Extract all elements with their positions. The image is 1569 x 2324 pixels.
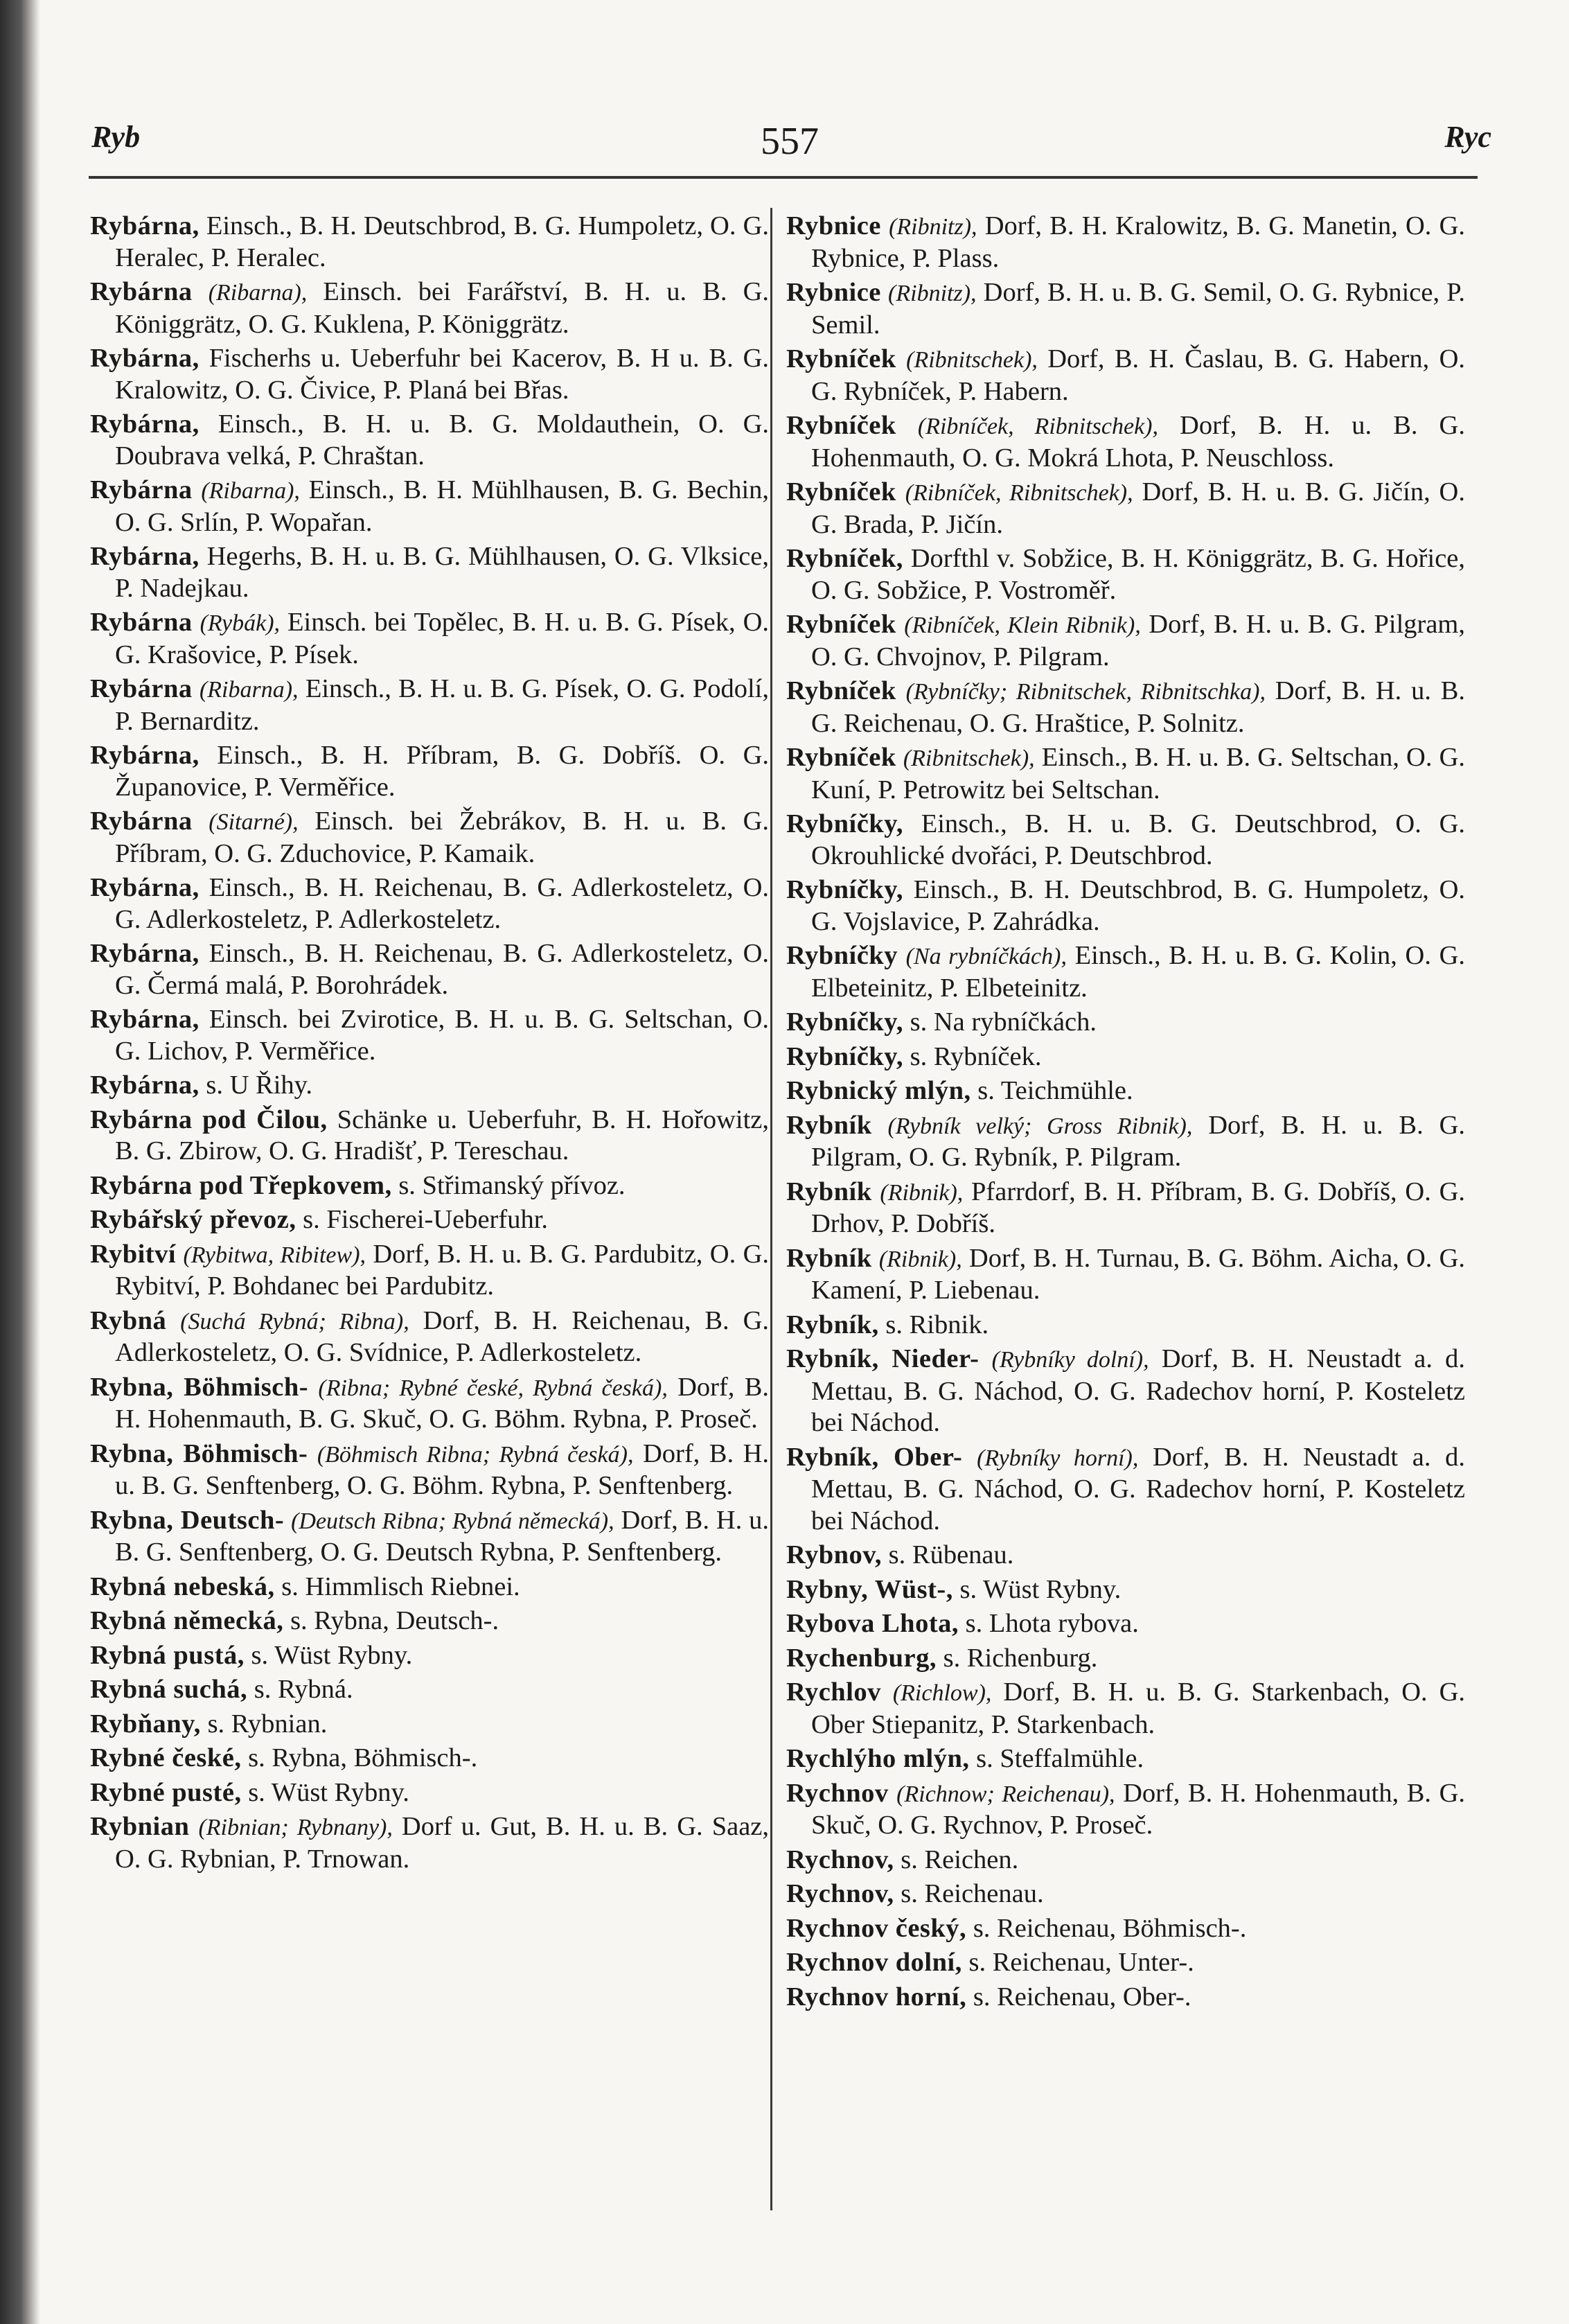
gazetteer-entry (786, 277, 1465, 341)
page-number: 557 (761, 120, 819, 163)
gazetteer-entry (90, 1305, 769, 1369)
entry-description: Einsch., B. H. Příbram, B. G. Dobříš. O. G. Županovice, P. Verměřice. (115, 741, 769, 802)
entry-description: s. Střimanský přívoz. (391, 1170, 626, 1200)
entry-description: Einsch. bei Žebrákov, B. H. u. B. G. Příbram, O. G. Zduchovice, P. Kamaik. (115, 807, 769, 868)
gazetteer-entry (786, 742, 1465, 806)
entry-variant-names: (Ribarna), (201, 478, 300, 504)
entry-variant-names: (Ribarna), (208, 280, 308, 306)
entry-headword: Rychnov horní, (786, 1982, 967, 2012)
entry-headword: Rybárna pod Třepkovem, (90, 1170, 392, 1200)
entry-description: Dorf, B. H. u. B. G. Jičín, O. G. Brada, P. Jičín. (811, 477, 1465, 539)
entry-description: Dorf u. Gut, B. H. u. B. G. Saaz, O. G. Rybnian, P. Trnowan. (115, 1812, 769, 1874)
entry-headword: Rybníčky, (786, 875, 903, 904)
entry-variant-names: (Ribníček, Ribnitschek), (917, 414, 1158, 439)
entry-description: Einsch., B. H. u. B. G. Kolin, O. G. Elbeteinitz, P. Elbeteinitz. (811, 941, 1465, 1003)
gazetteer-entry (786, 1574, 1465, 1606)
gazetteer-entry (786, 1878, 1465, 1910)
gazetteer-entry (786, 1608, 1465, 1640)
gazetteer-entry (90, 1572, 769, 1603)
entry-description: s. Ribnik. (878, 1310, 989, 1339)
entry-description: Dorf, B. H. Reichenau, B. G. Adlerkosteletz, O. G. Svídnice, P. Adlerkosteletz. (115, 1305, 770, 1367)
entry-description: s. Wüst Rybny. (952, 1574, 1122, 1604)
entry-description: s. Reichenau, Ober-. (966, 1982, 1191, 2012)
entry-description: s. Lhota rybova. (959, 1609, 1139, 1638)
entry-headword: Rybník, (786, 1310, 879, 1339)
gazetteer-entry (786, 477, 1465, 540)
entry-variant-names: (Böhmisch Ribna; Rybná česká), (317, 1441, 634, 1468)
entry-headword: Rybníček (786, 743, 896, 772)
gazetteer-entry (786, 1344, 1465, 1439)
entry-headword: Rybny, Wüst-, (786, 1574, 953, 1604)
entry-headword: Rybná pustá, (90, 1640, 245, 1670)
entry-headword: Rybárna (90, 475, 193, 504)
gazetteer-entry (90, 1438, 769, 1502)
entry-headword: Rybná nebeská, (90, 1572, 275, 1601)
entry-headword: Rybnický mlýn, (786, 1076, 971, 1105)
entry-description: Einsch., B. H. Mühlhausen, B. G. Bechin, O. G. Srlín, P. Wopařan. (115, 475, 770, 537)
entry-headword: Rybárna, (90, 211, 200, 240)
entry-variant-names: (Deutsch Ribna; Rybná německá), (291, 1508, 614, 1534)
entry-description: s. Reichenau, Böhmisch-. (966, 1913, 1247, 1943)
entry-headword: Rybná německá, (90, 1606, 284, 1635)
gazetteer-entry (786, 410, 1465, 474)
entry-description: s. Rybná. (247, 1675, 353, 1704)
entry-description: s. Teichmühle. (970, 1076, 1133, 1105)
entry-headword: Rybníčky, (786, 809, 903, 838)
entry-description: Pfarrdorf, B. H. Příbram, B. G. Dobříš, O. G. Drhov, P. Dobříš. (811, 1177, 1466, 1238)
gazetteer-entry (786, 1442, 1465, 1538)
gazetteer-entry (90, 806, 769, 870)
entry-headword: Rybník, Nieder- (786, 1344, 979, 1373)
gazetteer-entry (90, 1372, 769, 1436)
entry-headword: Rybárna, (90, 410, 200, 439)
gazetteer-entry (90, 1104, 769, 1168)
entry-headword: Rybná (90, 1305, 167, 1335)
gazetteer-entry (786, 1310, 1465, 1341)
entry-headword: Rychlýho mlýn, (786, 1744, 970, 1773)
entry-description: Dorf, B. H. u. B. G. Senftenberg, O. G. Deutsch Rybna, P. Senftenberg. (115, 1505, 769, 1567)
gazetteer-entry (90, 1640, 769, 1672)
entry-headword: Rybna, Böhmisch- (90, 1372, 309, 1402)
gazetteer-entry (786, 344, 1465, 407)
entry-headword: Rychnov, (786, 1879, 894, 1908)
entry-headword: Rybna, Böhmisch- (90, 1438, 308, 1468)
gazetteer-entry (90, 1777, 769, 1809)
entry-description: Dorf, B. H. u. B. G. Pilgram, O. G. Rybník, P. Pilgram. (811, 1110, 1465, 1172)
gazetteer-entry (90, 1709, 769, 1741)
gazetteer-entry (90, 938, 769, 1001)
entry-variant-names: (Ribnik), (880, 1179, 964, 1206)
entry-headword: Rybárna, (90, 542, 200, 571)
entry-variant-names: (Ribarna), (199, 677, 299, 703)
entry-variant-names: (Rybitwa, Ribitew), (183, 1242, 366, 1268)
entry-variant-names: (Rybníky dolní), (991, 1347, 1149, 1373)
entry-headword: Rybárna, (90, 1005, 200, 1034)
gazetteer-entry (786, 1947, 1465, 1979)
entry-headword: Rybárna, (90, 873, 200, 902)
entry-headword: Rychnov český, (786, 1913, 967, 1943)
entry-variant-names: (Ribnitz), (888, 281, 977, 306)
entry-headword: Rybárna, (90, 939, 200, 968)
scan-edge (0, 0, 40, 2324)
gazetteer-entry (786, 1643, 1465, 1675)
entry-description: s. Reichen. (894, 1845, 1019, 1874)
entry-description: Dorf, B. H. u. B. G. Reichenau, O. G. Hraštice, P. Solnitz. (811, 676, 1466, 738)
gazetteer-entry (786, 676, 1465, 739)
gazetteer-entry (90, 740, 769, 803)
entry-description: Dorf, B. H. Kralowitz, B. G. Manetin, O. G. Rybnice, P. Plass. (811, 211, 1466, 273)
gazetteer-entry (786, 1041, 1465, 1073)
entry-description: Dorfthl v. Sobžice, B. H. Königgrätz, B. G. Hořice, O. G. Sobžice, P. Vostroměř. (811, 544, 1465, 605)
entry-headword: Rychnov, (786, 1845, 894, 1874)
entry-variant-names: (Na rybníčkách), (905, 944, 1067, 969)
gazetteer-entry (90, 1170, 769, 1202)
gazetteer-entry (90, 1239, 769, 1303)
header-rule (89, 176, 1478, 179)
column-divider (770, 208, 772, 2210)
entry-headword: Rybníček (786, 610, 896, 639)
left-column (90, 211, 769, 1878)
entry-description: Schänke u. Ueberfuhr, B. H. Hořowitz, B. G. Zbirow, O. G. Hradišť, P. Tereschau. (115, 1104, 770, 1165)
gazetteer-entry (786, 809, 1465, 872)
entry-headword: Rybárna, (90, 1071, 200, 1100)
entry-headword: Rybitví (90, 1239, 177, 1269)
entry-headword: Rybníček (786, 477, 896, 507)
entry-headword: Rybárna, (90, 741, 200, 770)
gazetteer-entry (786, 609, 1465, 673)
entry-variant-names: (Ribníček, Klein Ribnik), (904, 613, 1141, 638)
gazetteer-entry (90, 276, 769, 340)
entry-description: Dorf, B. H. u. B. G. Senftenberg, O. G. Böhm. Rybna, P. Senftenberg. (115, 1438, 769, 1500)
entry-description: Dorf, B. H. u. B. G. Pilgram, O. G. Chvojnov, P. Pilgram. (811, 610, 1466, 671)
entry-description: Dorf, B. H. Časlau, B. G. Habern, O. G. Rybníček, P. Habern. (811, 344, 1465, 406)
entry-description: Einsch., B. H. Deutschbrod, B. G. Humpoletz, O. G. Vojslavice, P. Zahrádka. (811, 875, 1465, 936)
gazetteer-entry (90, 1811, 769, 1875)
entry-description: Einsch., B. H. Reichenau, B. G. Adlerkosteletz, O. G. Adlerkosteletz, P. Adlerkosteletz. (115, 873, 769, 934)
gazetteer-entry (90, 541, 769, 604)
entry-description: Dorf, B. H. u. B. G. Pardubitz, O. G. Rybitví, P. Bohdanec bei Pardubitz. (115, 1239, 769, 1301)
entry-description: s. U Řihy. (199, 1071, 313, 1100)
entry-description: s. Himmlisch Riebnei. (274, 1572, 520, 1601)
entry-headword: Rybnice (786, 278, 881, 307)
entry-headword: Rybníčky, (786, 1007, 903, 1037)
entry-description: s. Wüst Rybny. (241, 1777, 409, 1807)
gazetteer-entry (786, 1743, 1465, 1775)
gazetteer-entry (786, 874, 1465, 937)
gazetteer-entry (786, 543, 1465, 606)
entry-headword: Rybárna (90, 277, 193, 306)
entry-description: s. Rybna, Böhmisch-. (241, 1743, 478, 1772)
gazetteer-entry (90, 1505, 769, 1569)
entry-description: Einsch., B. H. u. B. G. Moldauthein, O. G. Doubrava velká, P. Chraštan. (115, 410, 769, 470)
entry-description: Dorf, B. H. Hohenmauth, B. G. Skuč, O. G. Rychnov, P. Proseč. (811, 1778, 1466, 1840)
gazetteer-entry (786, 1913, 1465, 1945)
gazetteer-entry (786, 211, 1465, 274)
entry-description: Dorf, B. H. Hohenmauth, B. G. Skuč, O. G. Böhm. Rybna, P. Proseč. (115, 1372, 770, 1434)
entry-description: s. Reichenau. (894, 1879, 1044, 1908)
entry-headword: Rybníček (786, 344, 896, 373)
gazetteer-entry (90, 1070, 769, 1102)
gazetteer-entry (90, 1204, 769, 1236)
gazetteer-entry (786, 1007, 1465, 1039)
gazetteer-entry (90, 409, 769, 472)
entry-headword: Rybnice (786, 211, 881, 240)
right-column (786, 211, 1465, 2016)
entry-headword: Rybníček, (786, 544, 903, 573)
entry-description: Einsch., B. H. u. B. G. Seltschan, O. G. Kuní, P. Petrowitz bei Seltschan. (811, 743, 1465, 804)
entry-description: Fischerhs u. Ueberfuhr bei Kacerov, B. H u. B. G. Kralowitz, O. G. Čivice, P. Planá bei Břas. (115, 344, 769, 405)
entry-variant-names: (Richlow), (892, 1680, 992, 1706)
entry-headword: Rybárna (90, 608, 193, 637)
entry-headword: Rybnian (90, 1812, 190, 1841)
entry-headword: Rybna, Deutsch- (90, 1505, 285, 1535)
entry-headword: Rybnov, (786, 1540, 883, 1569)
entry-headword: Rychlov (786, 1678, 881, 1707)
gazetteer-entry (90, 1605, 769, 1637)
entry-description: s. Na rybníčkách. (903, 1007, 1097, 1037)
gazetteer-entry (786, 1110, 1465, 1174)
gazetteer-entry (786, 1778, 1465, 1842)
entry-headword: Rychnov dolní, (786, 1948, 962, 1977)
entry-description: Dorf, B. H. u. B. G. Semil, O. G. Rybnice, P. Semil. (811, 278, 1465, 340)
entry-description: s. Rybníček. (903, 1041, 1042, 1071)
entry-headword: Rybářský převoz, (90, 1205, 296, 1234)
entry-description: Einsch., B. H. u. B. G. Písek, O. G. Podolí, P. Bernarditz. (115, 674, 770, 736)
entry-description: Einsch., B. H. u. B. G. Deutschbrod, O. G. Okrouhlické dvořáci, P. Deutschbrod. (811, 809, 1465, 870)
gazetteer-entry (786, 1177, 1465, 1240)
gazetteer-entry (90, 343, 769, 406)
entry-description: s. Richenburg. (937, 1643, 1098, 1673)
entry-description: Einsch. bei Topělec, B. H. u. B. G. Písek, O. G. Krašovice, P. Písek. (115, 608, 769, 669)
entry-description: s. Rübenau. (882, 1540, 1014, 1569)
entry-headword: Rychenburg, (786, 1643, 937, 1673)
running-head-right: Ryc (1444, 120, 1491, 154)
entry-description: s. Wüst Rybny. (244, 1640, 413, 1670)
entry-variant-names: (Sitarné), (209, 809, 299, 835)
gazetteer-entry (786, 1845, 1465, 1876)
entry-headword: Rybník (786, 1243, 872, 1273)
entry-variant-names: (Ribnitschek), (906, 347, 1038, 373)
entry-variant-names: (Rybník velký; Gross Ribnik), (887, 1113, 1193, 1139)
entry-headword: Rybné české, (90, 1743, 242, 1772)
gazetteer-entry (786, 1243, 1465, 1307)
entry-variant-names: (Ribnian; Rybnany), (198, 1815, 393, 1840)
entry-headword: Rybníčky (786, 941, 898, 970)
entry-variant-names: (Rybníky horní), (977, 1445, 1139, 1471)
entry-description: Einsch. bei Farářství, B. H. u. B. G. Königgrätz, O. G. Kuklena, P. Königgrätz. (115, 277, 770, 339)
gazetteer-entry (90, 1004, 769, 1067)
entry-headword: Rybárna, (90, 344, 200, 373)
running-head-left: Ryb (91, 120, 141, 154)
entry-variant-names: (Ribnitz), (889, 214, 977, 240)
gazetteer-entry (90, 607, 769, 671)
entry-description: Dorf, B. H. Neustadt a. d. Mettau, B. G. Náchod, O. G. Radechov horní, P. Kosteletz bei Náchod. (811, 1344, 1466, 1437)
gazetteer-entry (90, 475, 769, 538)
entry-description: s. Rybnian. (200, 1709, 328, 1738)
entry-description: s. Steffalmühle. (969, 1744, 1144, 1773)
entry-description: Hegerhs, B. H. u. B. G. Mühlhausen, O. G. Vlksice, P. Nadejkau. (115, 542, 769, 603)
gazetteer-entry (90, 1743, 769, 1775)
entry-description: Einsch., B. H. Deutschbrod, B. G. Humpoletz, O. G. Heralec, P. Heralec. (115, 211, 769, 272)
entry-variant-names: (Rybníčky; Ribnitschek, Ribnitschka), (905, 679, 1266, 705)
gazetteer-entry (90, 872, 769, 935)
entry-headword: Rybňany, (90, 1709, 201, 1738)
entry-description: s. Fischerei-Ueberfuhr. (296, 1205, 549, 1234)
gazetteer-entry (786, 1982, 1465, 2014)
gazetteer-entry (786, 1677, 1465, 1741)
entry-variant-names: (Rybák), (200, 610, 281, 636)
entry-description: Einsch., B. H. Reichenau, B. G. Adlerkosteletz, O. G. Čermá malá, P. Borohrádek. (115, 939, 769, 1000)
gazetteer-entry (786, 1075, 1465, 1107)
entry-description: s. Reichenau, Unter-. (961, 1948, 1194, 1977)
entry-headword: Rybárna (90, 674, 193, 703)
entry-description: Einsch. bei Zvirotice, B. H. u. B. G. Seltschan, O. G. Lichov, P. Verměřice. (115, 1005, 769, 1066)
entry-headword: Rybárna pod Čilou, (90, 1104, 328, 1134)
entry-headword: Rybník (786, 1110, 872, 1140)
gazetteer-entry (90, 211, 769, 274)
gazetteer-entry (90, 1674, 769, 1706)
entry-description: Dorf, B. H. Turnau, B. G. Böhm. Aicha, O. G. Kamení, P. Liebenau. (811, 1243, 1465, 1305)
entry-variant-names: (Ribnik), (878, 1246, 962, 1272)
entry-variant-names: (Ribnitschek), (903, 746, 1035, 771)
entry-headword: Rybník (786, 1177, 872, 1206)
entry-variant-names: (Richnow; Reichenau), (896, 1781, 1115, 1807)
entry-variant-names: (Ribna; Rybné české, Rybná česká), (318, 1375, 668, 1401)
entry-variant-names: (Suchá Rybná; Ribna), (180, 1308, 409, 1335)
gazetteer-entry (786, 1540, 1465, 1572)
entry-headword: Rybova Lhota, (786, 1609, 959, 1638)
entry-description: Dorf, B. H. u. B. G. Starkenbach, O. G. Ober Stiepanitz, P. Starkenbach. (811, 1678, 1466, 1739)
entry-headword: Rybníčky, (786, 1041, 903, 1071)
entry-description: Dorf, B. H. Neustadt a. d. Mettau, B. G. Náchod, O. G. Radechov horní, P. Kosteletz bei Náchod. (811, 1442, 1466, 1535)
entry-headword: Rybná suchá, (90, 1675, 248, 1704)
gazetteer-entry (90, 674, 769, 737)
entry-headword: Rybníček (786, 676, 896, 705)
entry-headword: Rybné pusté, (90, 1777, 242, 1807)
entry-headword: Rybník, Ober- (786, 1442, 963, 1472)
entry-headword: Rychnov (786, 1778, 889, 1808)
entry-headword: Rybníček (786, 411, 896, 440)
entry-variant-names: (Ribníček, Ribnitschek), (905, 480, 1133, 506)
entry-description: s. Rybna, Deutsch-. (283, 1606, 499, 1635)
entry-description: Dorf, B. H. u. B. G. Hohenmauth, O. G. Mokrá Lhota, P. Neuschloss. (811, 411, 1465, 473)
gazetteer-entry (786, 940, 1465, 1004)
entry-headword: Rybárna (90, 807, 193, 836)
